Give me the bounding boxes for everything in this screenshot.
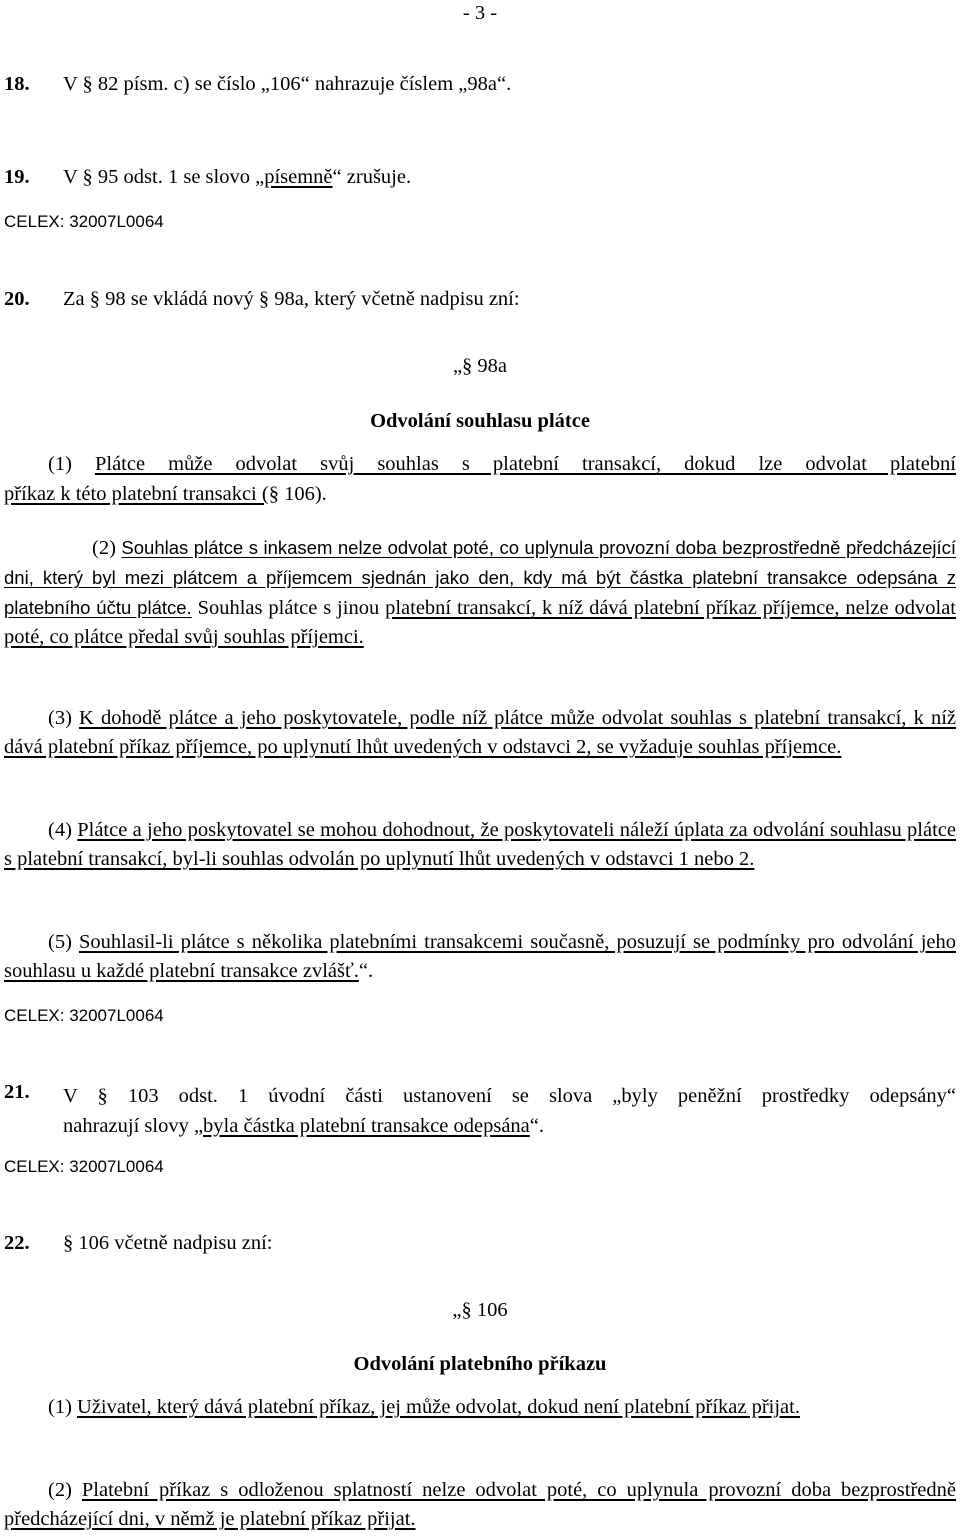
item-21-underlined-text: byla částka platební transakce odepsána bbox=[203, 1115, 530, 1137]
item-number: 20. bbox=[4, 288, 30, 310]
section-106-title: Odvolání platebního příkazu bbox=[353, 1353, 607, 1375]
item-20 bbox=[4, 288, 30, 311]
paragraph-underlined-text: Plátce může odvolat svůj souhlas s platební transakcí, dokud lze odvolat platební bbox=[94, 453, 956, 475]
section-106-reference: „§ 106 bbox=[452, 1299, 508, 1321]
item-21-text-end: “. bbox=[529, 1115, 544, 1137]
item-21-line-1: V § 103 odst. 1 úvodní části ustanovení se slova „byly peněžní prostředky odepsány“ bbox=[63, 1085, 956, 1107]
paragraph-text-end: § 106). bbox=[268, 482, 327, 505]
section-106-paragraph-1 bbox=[4, 1393, 956, 1423]
paragraph-line bbox=[4, 450, 956, 480]
paragraph-underlined-text: K dohodě plátce a jeho poskytovatele, podle níž plátce může odvolat souhlas s platební transakcí, k níž dává platební příkaz příjemce, po uplynutí lhůt uvedených v odstavci 2, se vyžaduje souhlas příjemce. bbox=[4, 707, 956, 758]
item-18 bbox=[4, 73, 30, 96]
paragraph-underlined-text: Plátce a jeho poskytovatel se mohou dohodnout, že poskytovateli náleží úplata za odvolání souhlasu plátce s platební transakcí, byl-li souhlas odvolán po uplynutí lhůt uvedených v odstavci 1 nebo 2. bbox=[4, 819, 956, 870]
paragraph-number: (5) bbox=[48, 931, 79, 953]
paragraph-number: (3) bbox=[48, 707, 80, 729]
item-19 bbox=[4, 166, 30, 189]
section-98a-paragraph-2 bbox=[4, 533, 956, 652]
paragraph-text-end: “. bbox=[358, 960, 374, 982]
item-21 bbox=[4, 1081, 30, 1104]
item-19-text-end: “ zrušuje. bbox=[332, 166, 412, 188]
item-number: 18. bbox=[4, 73, 30, 95]
celex-reference: CELEX: 32007L0064 bbox=[4, 212, 164, 231]
item-18-text: V § 82 písm. c) se číslo „106“ nahrazuje číslem „98a“. bbox=[63, 73, 512, 95]
section-98a-paragraph-5 bbox=[4, 928, 956, 986]
item-19-text-start: V § 95 odst. 1 se slovo „ bbox=[63, 166, 265, 188]
paragraph-underlined-text: Platební příkaz s odloženou splatností nelze odvolat poté, co uplynula provozní doba bezprostředně předcházející dni, v němž je platební příkaz přijat. bbox=[4, 1479, 956, 1530]
item-number: 21. bbox=[4, 1081, 30, 1103]
celex-reference: CELEX: 32007L0064 bbox=[4, 1157, 164, 1176]
section-98a-paragraph-3 bbox=[4, 704, 956, 762]
section-98a-reference: „§ 98a bbox=[452, 355, 508, 377]
celex-reference: CELEX: 32007L0064 bbox=[4, 1006, 164, 1025]
item-19-underlined-word: písemně bbox=[264, 166, 333, 188]
paragraph-number: (2) bbox=[48, 1479, 82, 1501]
item-number: 19. bbox=[4, 166, 30, 188]
section-106-paragraph-2 bbox=[4, 1476, 956, 1534]
paragraph-number: (2) bbox=[92, 537, 122, 559]
paragraph-number: (1) bbox=[48, 453, 95, 475]
paragraph-underlined-text: příkaz k této platební transakci ( bbox=[4, 482, 269, 505]
item-19-text bbox=[63, 166, 411, 189]
item-21-line-2 bbox=[63, 1111, 956, 1141]
item-20-text: Za § 98 se vkládá nový § 98a, který včetně nadpisu zní: bbox=[63, 288, 520, 310]
paragraph-line bbox=[4, 480, 956, 510]
paragraph-text: Souhlas plátce s jinou bbox=[191, 597, 386, 619]
page-number: - 3 - bbox=[462, 2, 498, 24]
section-98a-paragraph-4 bbox=[4, 816, 956, 874]
paragraph-underlined-text: Souhlasil-li plátce s několika platebními transakcemi současně, posuzují se podmínky pro odvolání jeho souhlasu u každé platební transakce zvlášť. bbox=[4, 931, 956, 982]
paragraph-underlined-text: Uživatel, který dává platební příkaz, jej může odvolat, dokud není platební příkaz přijat. bbox=[77, 1396, 800, 1418]
section-98a-title: Odvolání souhlasu plátce bbox=[370, 410, 590, 432]
paragraph-number: (4) bbox=[48, 819, 78, 841]
paragraph-number: (1) bbox=[48, 1396, 78, 1418]
item-number: 22. bbox=[4, 1232, 30, 1254]
item-21-text-start: nahrazují slovy „ bbox=[63, 1115, 204, 1137]
paragraph-underlined-text: Souhlas plátce s inkasem nelze odvolat poté, co uplynula provozní doba bezprostředně předcházející dni, který byl mezi plátcem a příjemcem sjednán jako den, kdy má být částka platební transakce odepsána z platebního účtu plátce. bbox=[4, 537, 957, 618]
item-21-text bbox=[63, 1081, 956, 1141]
item-22 bbox=[4, 1232, 30, 1255]
paragraph-underlined-text: platební transakcí, k níž dává platební příkaz příjemce, nelze odvolat poté, co plátce předal svůj souhlas příjemci. bbox=[4, 597, 957, 648]
item-22-text: § 106 včetně nadpisu zní: bbox=[63, 1232, 273, 1254]
section-98a-paragraph-1 bbox=[4, 450, 956, 509]
